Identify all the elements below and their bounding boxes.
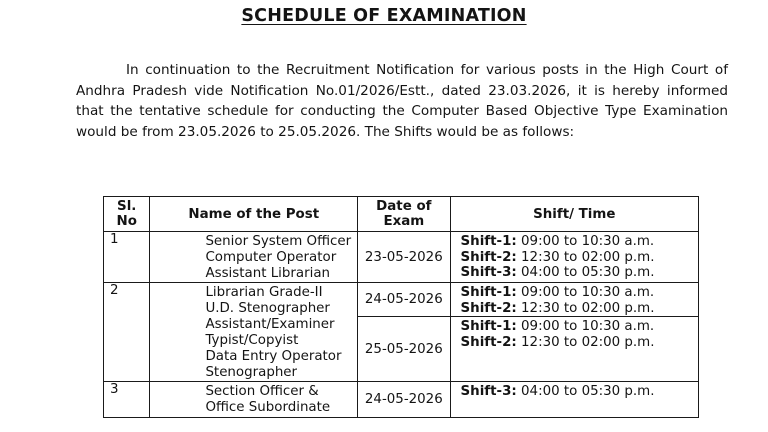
- date-cell: 25-05-2026: [358, 317, 450, 382]
- date-cell: 23-05-2026: [358, 232, 450, 283]
- sl-cell: 2: [104, 283, 150, 382]
- table-header-row: [104, 197, 699, 232]
- header-shift-time: Shift/ Time: [450, 197, 698, 232]
- date-cell: 24-05-2026: [358, 382, 450, 418]
- sl-cell: 3: [104, 382, 150, 418]
- date-cell: 24-05-2026: [358, 283, 450, 317]
- shift-cell: Shift-1: 09:00 to 10:30 a.m. Shift-2: 12:30 to 02:00 p.m.: [450, 283, 698, 317]
- table-row: [104, 382, 699, 418]
- table-row: [104, 283, 699, 317]
- shift-cell: Shift-3: 04:00 to 05:30 p.m.: [450, 382, 698, 418]
- header-exam-date: Date of Exam: [358, 197, 450, 232]
- schedule-table: [103, 196, 699, 418]
- header-sl-no: Sl. No: [104, 197, 150, 232]
- shift-cell: Shift-1: 09:00 to 10:30 a.m. Shift-2: 12:30 to 02:00 p.m. Shift-3: 04:00 to 05:30 p.m.: [450, 232, 698, 283]
- shift-cell: Shift-1: 09:00 to 10:30 a.m. Shift-2: 12:30 to 02:00 p.m.: [450, 317, 698, 382]
- header-post-name: Name of the Post: [150, 197, 358, 232]
- table-row: [104, 232, 699, 283]
- sl-cell: 1: [104, 232, 150, 283]
- post-cell: Librarian Grade-II U.D. Stenographer Assistant/Examiner Typist/Copyist Data Entry Operator Stenographer: [150, 283, 358, 382]
- intro-paragraph: In continuation to the Recruitment Notification for various posts in the High Court of Andhra Pradesh vide Notification No.01/2026/Estt., dated 23.03.2026, it is hereby informed that the tentative schedule for conducting the Computer Based Objective Type Examination would be from 23.05.2026 to 25.05.2026. The Shifts would be as follows:: [76, 62, 728, 140]
- page-title: SCHEDULE OF EXAMINATION: [241, 6, 527, 26]
- post-cell: Senior System Officer Computer Operator Assistant Librarian: [150, 232, 358, 283]
- post-cell: Section Officer & Office Subordinate: [150, 382, 358, 418]
